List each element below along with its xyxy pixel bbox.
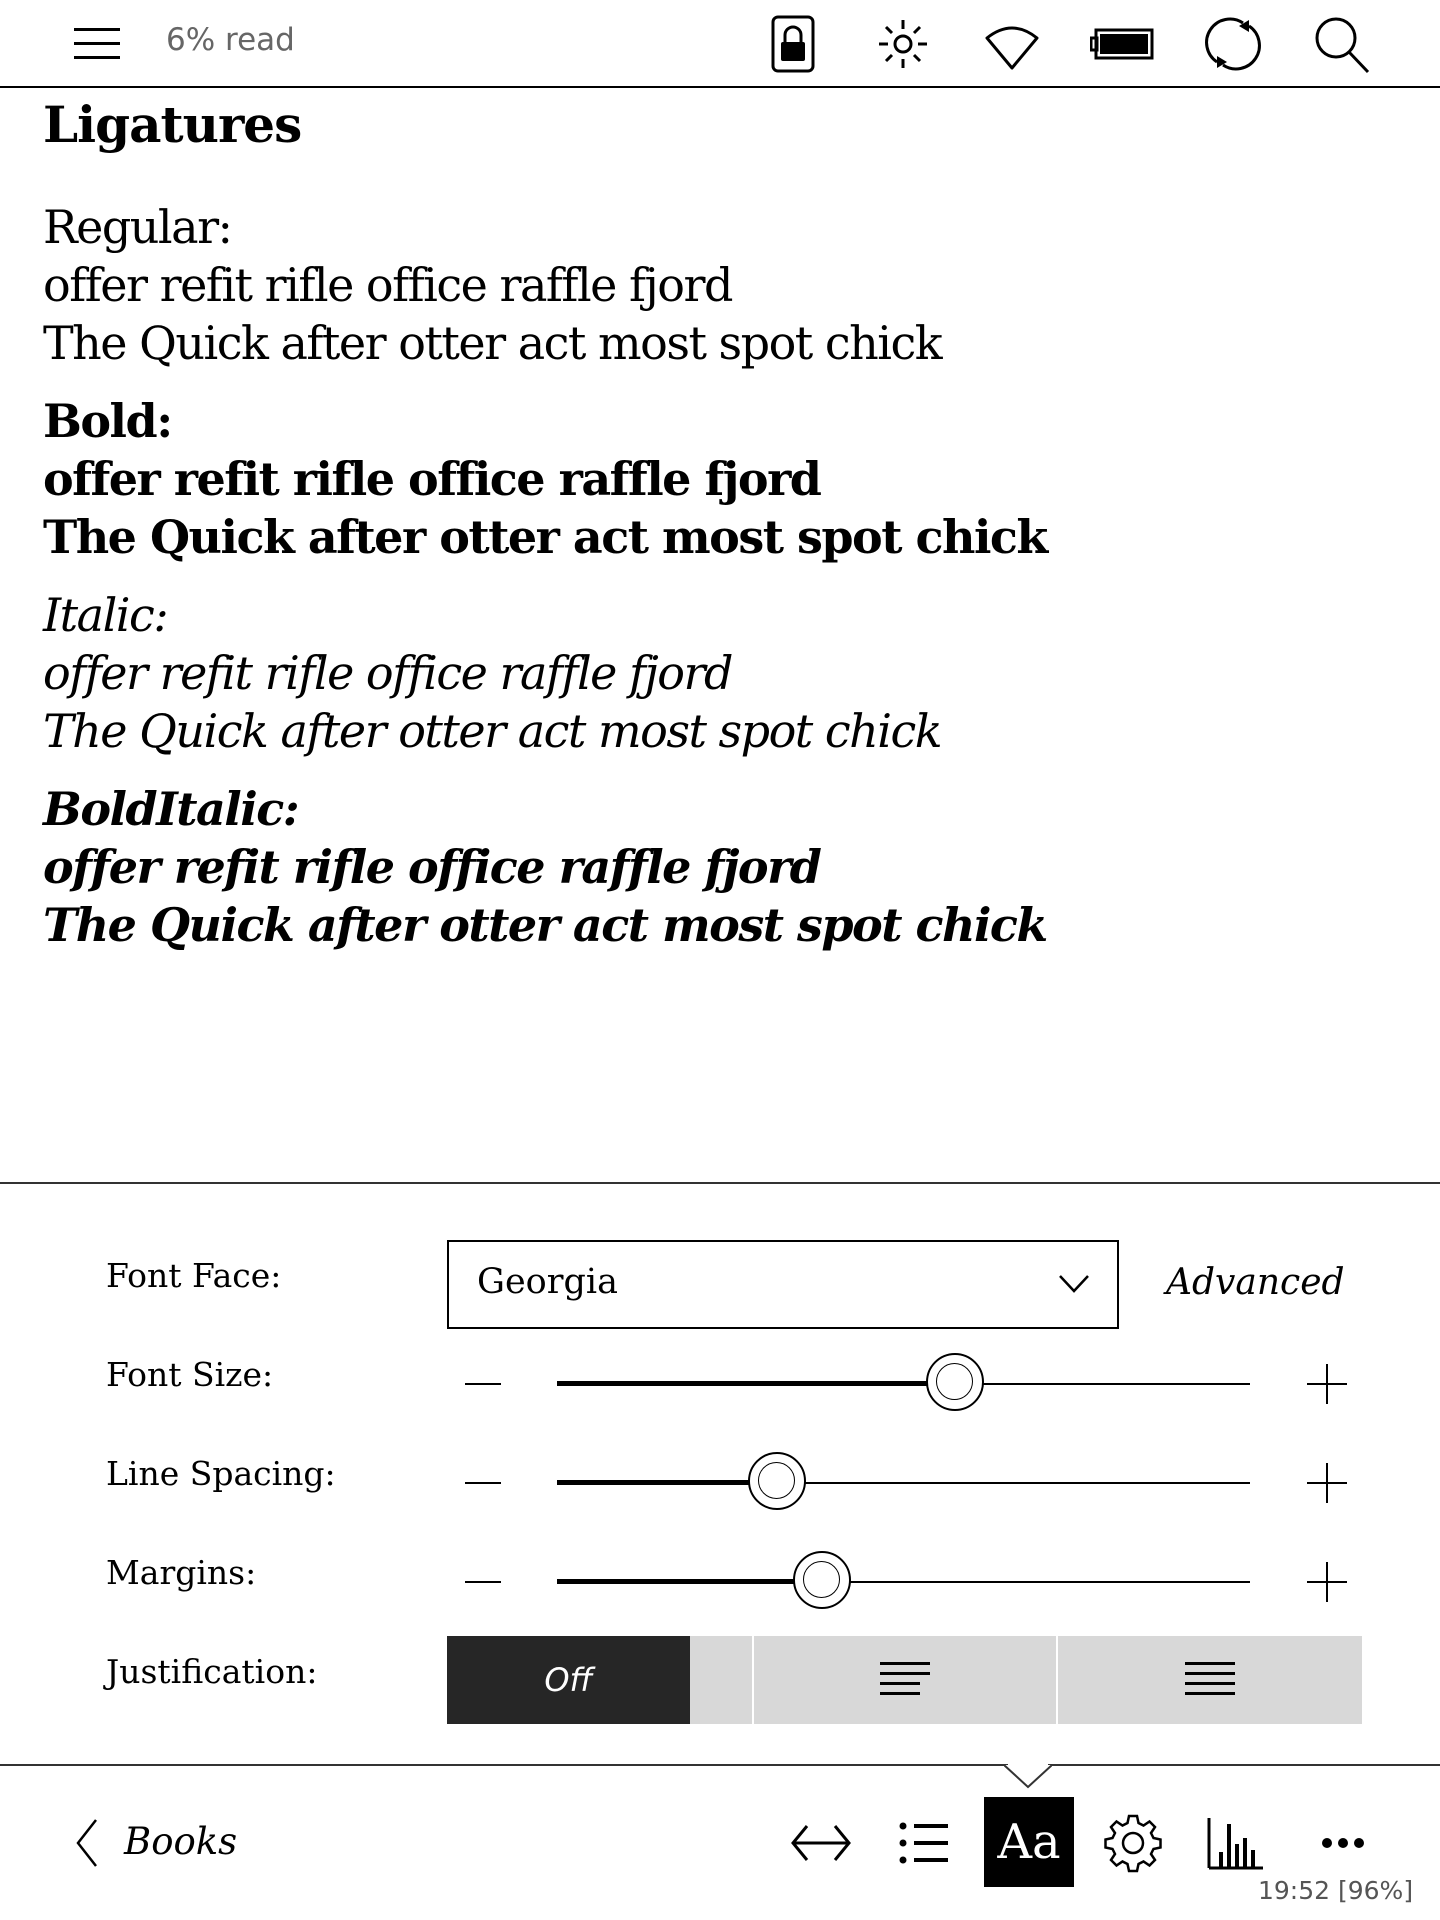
slider-thumb[interactable] bbox=[926, 1353, 984, 1411]
section-label: Italic: bbox=[43, 588, 168, 642]
panel-divider bbox=[0, 1182, 1440, 1184]
section-label: BoldItalic: bbox=[43, 782, 299, 836]
justification-divider bbox=[690, 1636, 752, 1724]
sync-icon[interactable] bbox=[1203, 14, 1263, 74]
margins-decrease[interactable] bbox=[465, 1581, 501, 1583]
advanced-link[interactable]: Advanced bbox=[1166, 1262, 1345, 1303]
lock-icon[interactable] bbox=[763, 14, 823, 74]
section-label: Bold: bbox=[43, 394, 172, 448]
battery-icon bbox=[1090, 14, 1154, 74]
menu-icon[interactable] bbox=[74, 28, 120, 60]
read-progress: 6% read bbox=[166, 22, 295, 58]
section-label: Regular: bbox=[43, 200, 232, 254]
sample-line: The Quick after otter act most spot chick bbox=[43, 510, 1047, 564]
align-justify-icon bbox=[1185, 1660, 1235, 1700]
justification-full-button[interactable] bbox=[1057, 1636, 1362, 1724]
sample-line: offer refit rifle office raffle fjord bbox=[43, 840, 821, 894]
font-size-slider[interactable] bbox=[557, 1383, 1250, 1385]
books-label: Books bbox=[124, 1820, 238, 1863]
clock-battery-status: 19:52 [96%] bbox=[1258, 1876, 1414, 1905]
line-spacing-decrease[interactable] bbox=[465, 1482, 501, 1484]
section-regular bbox=[43, 198, 1403, 372]
align-left-icon bbox=[880, 1660, 930, 1700]
font-face-select[interactable] bbox=[447, 1240, 1119, 1329]
line-spacing-slider[interactable] bbox=[557, 1482, 1250, 1484]
brightness-icon[interactable] bbox=[873, 14, 933, 74]
font-face-label: Font Face: bbox=[106, 1256, 282, 1295]
margins-label: Margins: bbox=[106, 1553, 257, 1592]
font-settings-button[interactable]: Aa bbox=[984, 1797, 1074, 1887]
sample-line: The Quick after otter act most spot chick bbox=[43, 898, 1047, 952]
font-face-value: Georgia bbox=[477, 1262, 618, 1302]
line-spacing-increase[interactable] bbox=[1307, 1463, 1347, 1503]
slider-fill bbox=[557, 1579, 822, 1584]
sample-line: The Quick after otter act most spot chick bbox=[43, 704, 942, 758]
search-icon[interactable] bbox=[1312, 14, 1372, 74]
book-content bbox=[43, 92, 1403, 974]
chevron-left-icon bbox=[74, 1818, 100, 1868]
font-size-decrease[interactable] bbox=[465, 1383, 501, 1385]
justification-off-button[interactable]: Off bbox=[447, 1636, 690, 1724]
justification-label: Justification: bbox=[106, 1652, 318, 1691]
wifi-icon[interactable] bbox=[982, 14, 1042, 74]
panel-pointer bbox=[1004, 1763, 1052, 1789]
font-size-increase[interactable] bbox=[1307, 1364, 1347, 1404]
line-spacing-label: Line Spacing: bbox=[106, 1454, 336, 1493]
section-bolditalic bbox=[43, 780, 1403, 954]
slider-thumb[interactable] bbox=[748, 1452, 806, 1510]
sample-line: offer refit rifle office raffle fjord bbox=[43, 646, 732, 700]
chapter-title: Ligatures bbox=[43, 95, 302, 154]
page-width-icon[interactable] bbox=[789, 1812, 853, 1874]
font-size-label: Font Size: bbox=[106, 1355, 274, 1394]
slider-fill bbox=[557, 1381, 955, 1386]
margins-increase[interactable] bbox=[1307, 1562, 1347, 1602]
sample-line: offer refit rifle office raffle fjord bbox=[43, 452, 821, 506]
section-bold bbox=[43, 392, 1403, 566]
gear-icon[interactable] bbox=[1102, 1812, 1164, 1874]
sample-line: The Quick after otter act most spot chick bbox=[43, 316, 942, 370]
slider-thumb[interactable] bbox=[793, 1551, 851, 1609]
bottom-divider bbox=[0, 1764, 1008, 1766]
toc-icon[interactable] bbox=[894, 1812, 956, 1874]
top-bar bbox=[0, 0, 1440, 88]
back-to-books-button[interactable] bbox=[60, 1800, 260, 1880]
stats-icon[interactable] bbox=[1205, 1812, 1267, 1874]
margins-slider[interactable] bbox=[557, 1581, 1250, 1583]
sample-line: offer refit rifle office raffle fjord bbox=[43, 258, 732, 312]
slider-fill bbox=[557, 1480, 777, 1485]
chevron-down-icon bbox=[1057, 1266, 1091, 1300]
section-italic bbox=[43, 586, 1403, 760]
justification-left-button[interactable] bbox=[753, 1636, 1056, 1724]
more-icon[interactable] bbox=[1312, 1812, 1374, 1874]
bottom-divider bbox=[1048, 1764, 1440, 1766]
